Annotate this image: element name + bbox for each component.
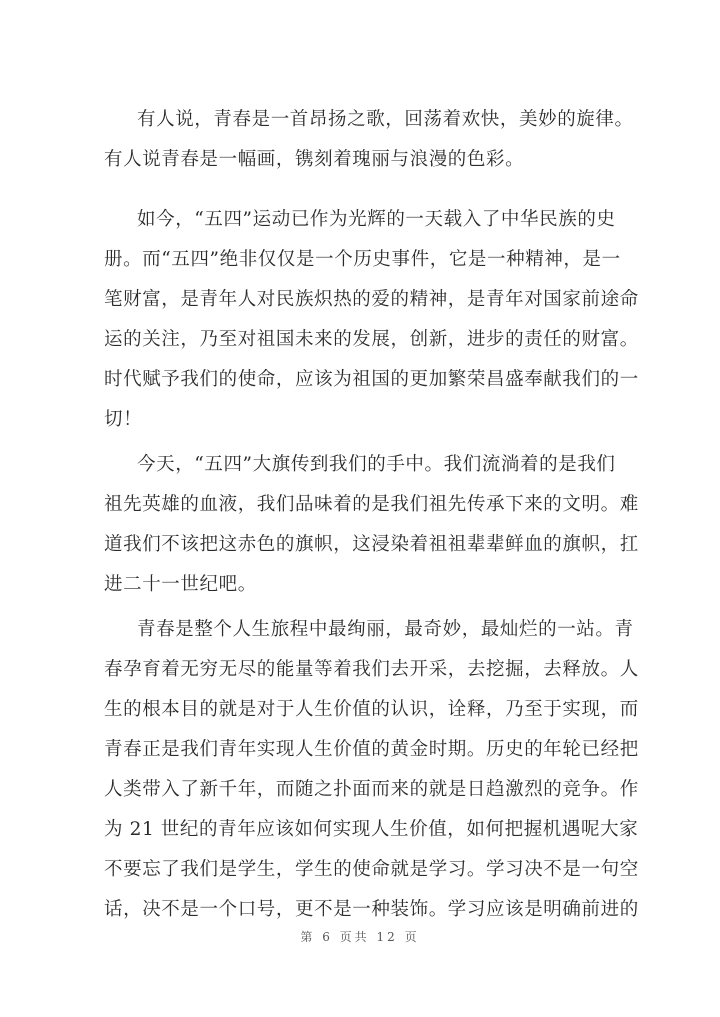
text-line: 祖先英雄的血液，我们品味着的是我们祖先传承下来的文明。难	[104, 494, 639, 515]
text-line: 有人说青春是一幅画，镌刻着瑰丽与浪漫的色彩。	[104, 149, 525, 170]
text-line: 青春是整个人生旅程中最绚丽，最奇妙，最灿烂的一站。青	[137, 619, 634, 640]
text-line: 为 21 世纪的青年应该如何实现人生价值，如何把握机遇呢大家	[104, 819, 639, 840]
text-line: 不要忘了我们是学生，学生的使命就是学习。学习决不是一句空	[104, 859, 639, 880]
text-line: 运的关注，乃至对祖国未来的发展，创新，进步的责任的财富。	[104, 329, 639, 350]
page-number-footer: 第 6 页共 12 页	[300, 930, 420, 944]
text-line: 如今，“五四”运动已作为光辉的一天载入了中华民族的史	[137, 209, 616, 230]
text-line: 时代赋予我们的使命，应该为祖国的更加繁荣昌盛奉献我们的一	[104, 369, 639, 390]
text-line: 切！	[104, 409, 143, 430]
text-line: 青春正是我们青年实现人生价值的黄金时期。历史的年轮已经把	[104, 739, 639, 760]
text-line: 今天，“五四”大旗传到我们的手中。我们流淌着的是我们	[137, 454, 616, 475]
text-line: 册。而“五四”绝非仅仅是一个历史事件，它是一种精神，是一	[104, 249, 621, 270]
text-line: 话，决不是一个口号，更不是一种装饰。学习应该是明确前进的	[104, 899, 639, 920]
text-line: 进二十一世纪吧。	[104, 574, 257, 595]
text-line: 人类带入了新千年，而随之扑面而来的就是日趋激烈的竞争。作	[104, 779, 639, 800]
text-line: 春孕育着无穷无尽的能量等着我们去开采，去挖掘，去释放。人	[104, 659, 639, 680]
text-line: 有人说，青春是一首昂扬之歌，回荡着欢快，美妙的旋律。	[137, 109, 634, 130]
text-line: 笔财富，是青年人对民族炽热的爱的精神，是青年对国家前途命	[104, 289, 639, 310]
text-line: 生的根本目的就是对于人生价值的认识，诠释，乃至于实现，而	[104, 699, 639, 720]
text-line: 道我们不该把这赤色的旗帜，这浸染着祖祖辈辈鲜血的旗帜，扛	[104, 534, 639, 555]
